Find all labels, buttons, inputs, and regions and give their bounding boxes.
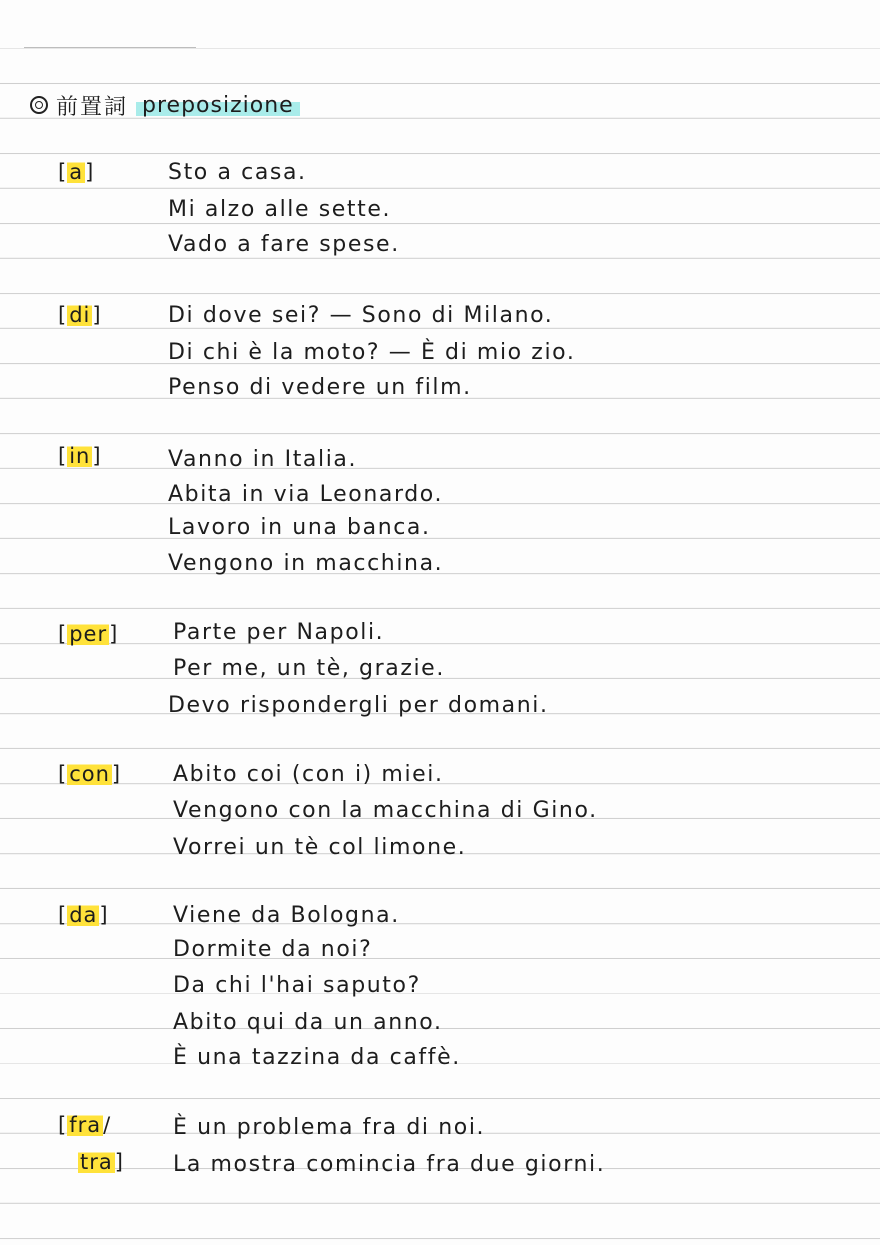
- sentence: La mostra comincia fra due giorni.: [173, 1152, 606, 1177]
- sentence: Di chi è la moto? — È di mio zio.: [168, 340, 576, 365]
- sentence: Abito qui da un anno.: [173, 1010, 443, 1035]
- sentence: Abito coi (con i) miei.: [173, 762, 444, 787]
- sentence: Vanno in Italia.: [168, 447, 358, 472]
- title-kanji: 前置詞: [56, 94, 129, 120]
- sentence: Da chi l'hai saputo?: [173, 973, 421, 998]
- sentence: Vengono in macchina.: [168, 551, 444, 576]
- sentence: Vengono con la macchina di Gino.: [173, 798, 598, 823]
- sentence: Per me, un tè, grazie.: [173, 656, 445, 681]
- sentence: Penso di vedere un film.: [168, 375, 472, 400]
- divider: [24, 47, 196, 48]
- sentence: Vorrei un tè col limone.: [173, 835, 467, 860]
- sentence: Parte per Napoli.: [173, 620, 385, 645]
- page-title: [30, 88, 300, 122]
- tag-a: [a]: [58, 160, 95, 184]
- tag-per: [per]: [58, 622, 119, 646]
- sentence: Devo rispondergli per domani.: [168, 693, 549, 718]
- tag-di: [di]: [58, 303, 102, 327]
- tag-tra: tra]: [80, 1150, 124, 1174]
- tag-in: [in]: [58, 444, 102, 468]
- sentence: Vado a fare spese.: [168, 232, 400, 257]
- sentence: Viene da Bologna.: [173, 903, 400, 928]
- sentence: Abita in via Leonardo.: [168, 482, 444, 507]
- tag-fra: [fra/: [58, 1113, 112, 1137]
- double-circle-icon: [30, 96, 48, 114]
- sentence: Di dove sei? — Sono di Milano.: [168, 303, 554, 328]
- sentence: Sto a casa.: [168, 160, 307, 185]
- sentence: È un problema fra di noi.: [173, 1115, 486, 1140]
- tag-da: [da]: [58, 903, 109, 927]
- sentence: Lavoro in una banca.: [168, 515, 431, 540]
- title-italian: preposizione: [136, 93, 300, 118]
- sentence: Mi alzo alle sette.: [168, 197, 392, 222]
- sentence: Dormite da noi?: [173, 937, 373, 962]
- tag-con: [con]: [58, 762, 122, 786]
- sentence: È una tazzina da caffè.: [173, 1045, 461, 1070]
